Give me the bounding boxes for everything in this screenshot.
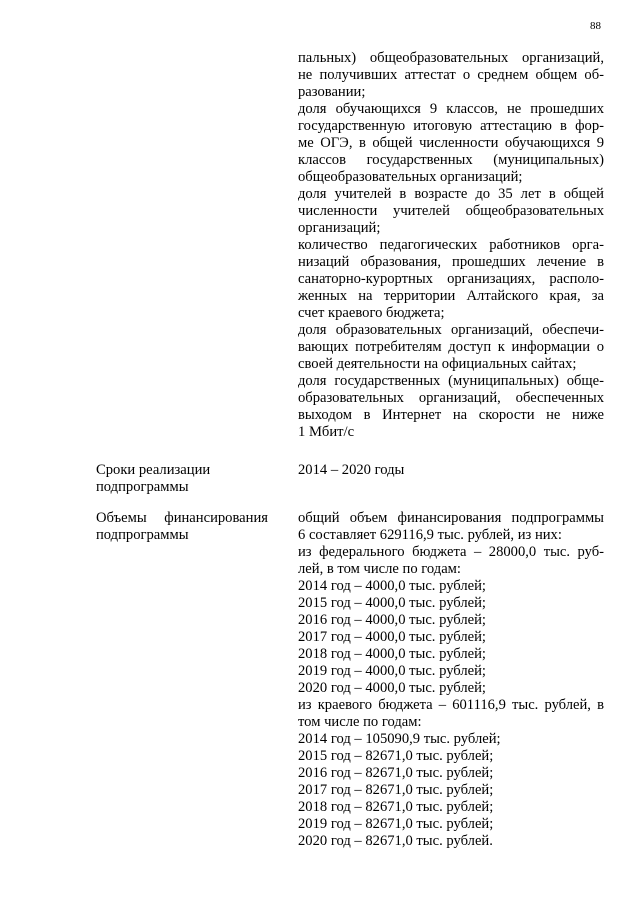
value-line: из федерального бюджета – 28000,0 тыс. руб- <box>298 544 604 560</box>
text-line: классов государственных (муниципальных) <box>298 152 604 168</box>
text-line: государственную итоговую аттестацию в фор- <box>298 118 604 134</box>
label-line: Объемы финансирования <box>96 510 268 526</box>
value-line: 2017 год – 4000,0 тыс. рублей; <box>298 629 486 645</box>
value-line: 2020 год – 4000,0 тыс. рублей; <box>298 680 486 696</box>
text-line: счет краевого бюджета; <box>298 305 445 321</box>
page-number: 88 <box>590 20 601 32</box>
value-line: 2016 год – 82671,0 тыс. рублей; <box>298 765 494 781</box>
text-line: выходом в Интернет на скорости не ниже <box>298 407 604 423</box>
value-line: 2015 год – 4000,0 тыс. рублей; <box>298 595 486 611</box>
text-line: 1 Мбит/с <box>298 424 355 440</box>
text-line: низаций образования, прошедших лечение в <box>298 254 604 270</box>
text-line: количество педагогических работников орга- <box>298 237 604 253</box>
financing-label <box>96 510 268 544</box>
text-line: образовательных организаций, обеспеченных <box>298 390 604 406</box>
text-line: вающих потребителям доступ к информации о <box>298 339 604 355</box>
value-line: лей, в том числе по годам: <box>298 561 461 577</box>
text-line: разовании; <box>298 84 366 100</box>
financing-value <box>298 510 604 850</box>
text-line: ме ОГЭ, в общей численности обучающихся 9 <box>298 135 604 151</box>
indicator-paragraph <box>298 50 604 101</box>
indicator-paragraph <box>298 322 604 373</box>
text-line: доля образовательных организаций, обеспечи- <box>298 322 604 338</box>
terms-label <box>96 462 268 496</box>
text-line: своей деятельности на официальных сайтах; <box>298 356 577 372</box>
text-line: организаций; <box>298 220 381 236</box>
indicator-paragraph <box>298 186 604 237</box>
indicator-paragraph <box>298 101 604 186</box>
text-line: доля учителей в возрасте до 35 лет в общей <box>298 186 604 202</box>
text-line: женных на территории Алтайского края, за <box>298 288 604 304</box>
value-line: 2018 год – 82671,0 тыс. рублей; <box>298 799 494 815</box>
value-line: 2016 год – 4000,0 тыс. рублей; <box>298 612 486 628</box>
label-line: подпрограммы <box>96 527 189 543</box>
indicators-list <box>298 50 604 441</box>
text-line: пальных) общеобразовательных организаций, <box>298 50 604 66</box>
label-line: Сроки реализации <box>96 462 211 478</box>
value-line: 2020 год – 82671,0 тыс. рублей. <box>298 833 493 849</box>
value-line: 6 составляет 629116,9 тыс. рублей, из них: <box>298 527 562 543</box>
value-line: 2014 – 2020 годы <box>298 462 405 478</box>
text-line: доля государственных (муниципальных) обще- <box>298 373 604 389</box>
indicator-paragraph <box>298 373 604 441</box>
indicator-paragraph <box>298 237 604 322</box>
label-line: подпрограммы <box>96 479 189 495</box>
value-line: 2018 год – 4000,0 тыс. рублей; <box>298 646 486 662</box>
value-line: том числе по годам: <box>298 714 422 730</box>
value-line: общий объем финансирования подпрограммы <box>298 510 604 526</box>
terms-value <box>298 462 604 479</box>
value-line: 2017 год – 82671,0 тыс. рублей; <box>298 782 494 798</box>
value-line: 2019 год – 82671,0 тыс. рублей; <box>298 816 494 832</box>
value-line: 2014 год – 4000,0 тыс. рублей; <box>298 578 486 594</box>
value-line: из краевого бюджета – 601116,9 тыс. рублей, в <box>298 697 604 713</box>
text-line: не получивших аттестат о среднем общем об- <box>298 67 604 83</box>
text-line: общеобразовательных организаций; <box>298 169 523 185</box>
text-line: санаторно-курортных организациях, располо- <box>298 271 604 287</box>
text-line: доля обучающихся 9 классов, не прошедших <box>298 101 604 117</box>
value-line: 2019 год – 4000,0 тыс. рублей; <box>298 663 486 679</box>
text-line: численности учителей общеобразовательных <box>298 203 604 219</box>
value-line: 2014 год – 105090,9 тыс. рублей; <box>298 731 501 747</box>
value-line: 2015 год – 82671,0 тыс. рублей; <box>298 748 494 764</box>
